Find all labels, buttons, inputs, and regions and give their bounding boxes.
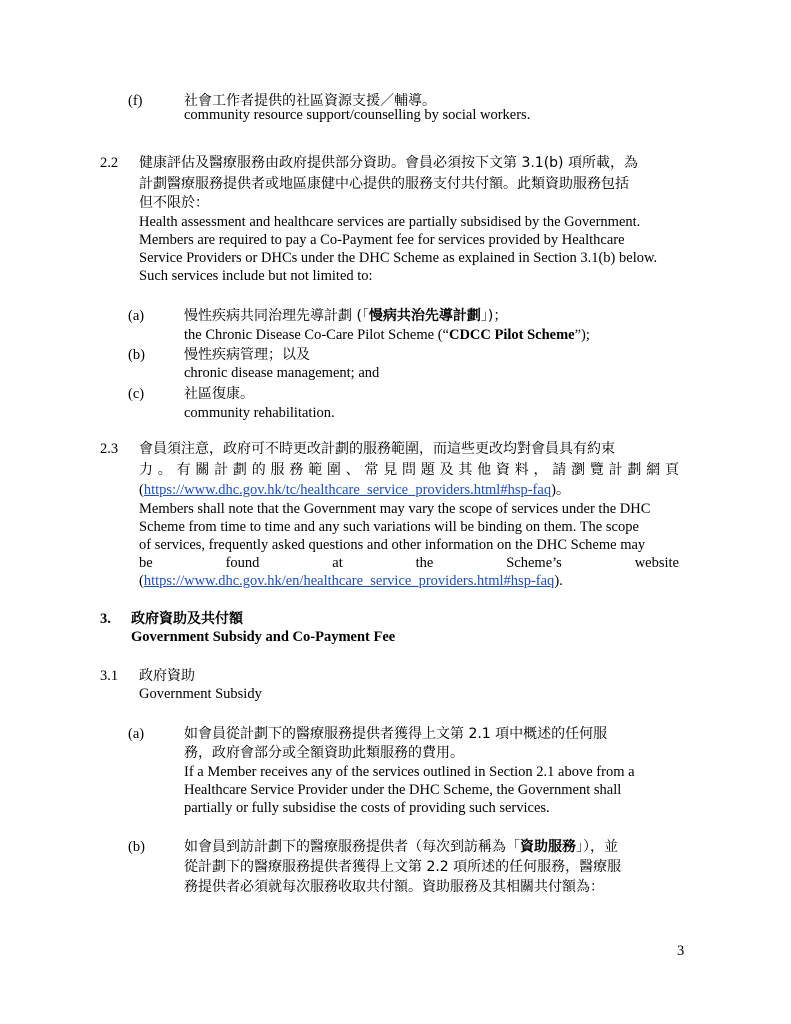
section-3-1-number: 3.1 [100, 668, 119, 684]
item-c-zh: 社區復康。 [184, 386, 254, 402]
section-2-3-number: 2.3 [100, 441, 119, 457]
item-b-en: chronic disease management; and [184, 365, 380, 381]
section-2-2-en-line4: Such services include but not limited to: [139, 268, 373, 284]
section-2-2-zh-line3: 但不限於： [139, 195, 209, 211]
sub-b-zh-line2: 從計劃下的醫療服務提供者獲得上文第 2.2 項所述的任何服務，醫療服 [184, 859, 622, 875]
section-2-2-zh-line1: 健康評估及醫療服務由政府提供部分資助。會員必須按下文第 3.1(b) 項所載，為 [139, 155, 638, 171]
section-2-3-en-line2: Scheme from time to time and any such variations will be binding on them. The scope [139, 519, 639, 535]
section-3-1-en-heading: Government Subsidy [139, 686, 262, 702]
sub-a-en-line2: Healthcare Service Provider under the DHC Scheme, the Government shall [184, 782, 622, 798]
section-2-2-en-line3: Service Providers or DHCs under the DHC Scheme as explained in Section 3.1(b) below. [139, 250, 658, 266]
section-3-1-zh-heading: 政府資助 [139, 668, 195, 684]
sub-a-zh-line2: 務，政府會部分或全額資助此類服務的費用。 [184, 745, 464, 761]
section-2-3-en-line4: be found at the Scheme’s website [139, 555, 679, 571]
section-2-3-en-link-line: (https://www.dhc.gov.hk/en/healthcare_service_providers.html#hsp-faq). [139, 573, 563, 589]
section-2-3-zh-line2: 力。有關計劃的服務範圍、常見問題及其他資料，請瀏覽計劃網頁 [139, 462, 679, 478]
sub-b-zh-line1: 如會員到訪計劃下的醫療服務提供者（每次到訪稱為「資助服務」），並 [184, 839, 618, 855]
section-3-en-heading: Government Subsidy and Co-Payment Fee [131, 629, 396, 645]
sub-b-zh-line3: 務提供者必須就每次服務收取共付額。資助服務及其相關共付額為： [184, 879, 604, 895]
faq-link-tc[interactable]: https://www.dhc.gov.hk/tc/healthcare_service_providers.html#hsp-faq [143, 482, 552, 498]
section-2-2-zh-line2: 計劃醫療服務提供者或地區康健中心提供的服務支付共付額。此類資助服務包括 [139, 176, 629, 192]
sub-a-en-line3: partially or fully subsidise the costs of providing such services. [184, 800, 550, 816]
section-2-3-en-line3: of services, frequently asked questions and other information on the DHC Scheme may [139, 537, 646, 553]
cdcc-zh-defined-term: 慢病共治先導計劃 [368, 308, 481, 324]
section-3-number: 3. [100, 611, 111, 627]
section-2-3-zh-line1: 會員須注意，政府可不時更改計劃的服務範圍，而這些更改均對會員具有約束 [139, 441, 615, 457]
section-2-3-zh-link-line: (https://www.dhc.gov.hk/tc/healthcare_service_providers.html#hsp-faq)。 [139, 482, 571, 498]
page-number: 3 [677, 943, 685, 959]
sub-b-label: (b) [128, 839, 145, 855]
item-b-zh: 慢性疾病管理；以及 [184, 347, 310, 363]
faq-link-en[interactable]: https://www.dhc.gov.hk/en/healthcare_service_providers.html#hsp-faq [143, 573, 555, 589]
sub-a-label: (a) [128, 726, 145, 742]
section-2-2-en-line2: Members are required to pay a Co-Payment fee for services provided by Healthcare [139, 232, 625, 248]
item-c-en: community rehabilitation. [184, 405, 335, 421]
item-a-en: the Chronic Disease Co-Care Pilot Scheme (“CDCC Pilot Scheme”); [184, 327, 590, 343]
item-a-zh: 慢性疾病共同治理先導計劃 (「慢病共治先導計劃」)； [184, 308, 508, 324]
item-f-label: (f) [128, 93, 143, 109]
section-2-3-en-line1: Members shall note that the Government may vary the scope of services under the DHC [139, 501, 651, 517]
item-b-label: (b) [128, 347, 145, 363]
section-2-2-en-line1: Health assessment and healthcare services are partially subsidised by the Government. [139, 214, 641, 230]
item-c-label: (c) [128, 386, 145, 402]
sub-a-zh-line1: 如會員從計劃下的醫療服務提供者獲得上文第 2.1 項中概述的任何服 [184, 726, 608, 742]
section-3-zh-heading: 政府資助及共付額 [131, 611, 243, 627]
item-a-label: (a) [128, 308, 145, 324]
sub-a-en-line1: If a Member receives any of the services outlined in Section 2.1 above from a [184, 764, 635, 780]
section-2-2-number: 2.2 [100, 155, 119, 171]
cdcc-en-defined-term: CDCC Pilot Scheme [448, 327, 575, 343]
item-f-zh: 社會工作者提供的社區資源支援／輔導。 [184, 93, 436, 109]
item-f-en: community resource support/counselling by social workers. [184, 107, 531, 123]
subsidised-service-defined-term: 資助服務 [520, 839, 576, 855]
